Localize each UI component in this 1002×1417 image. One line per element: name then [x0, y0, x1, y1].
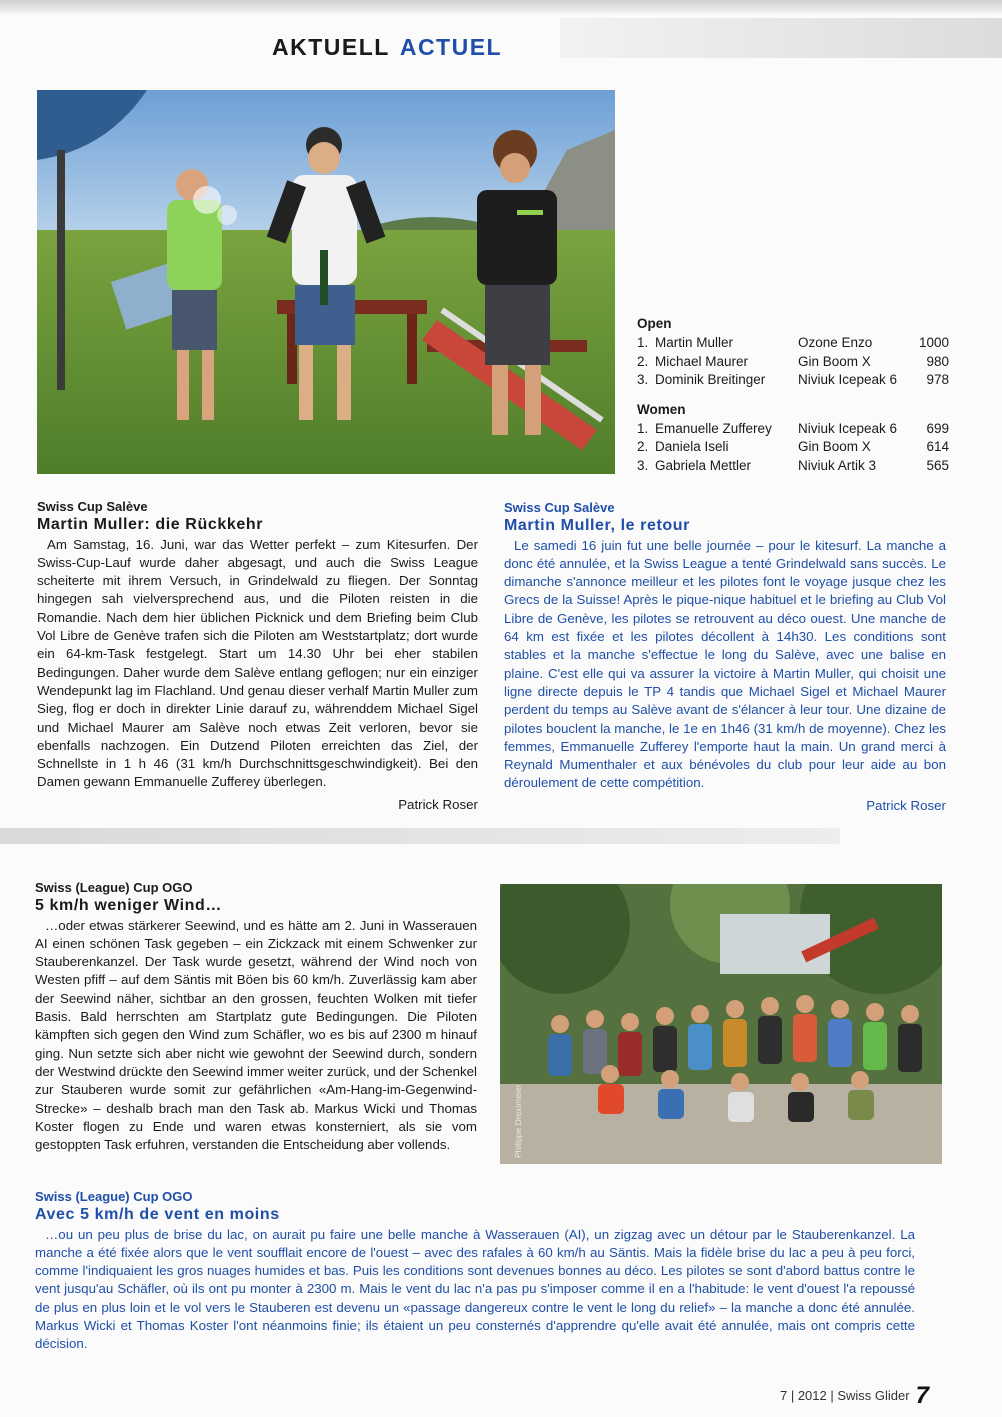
header-stripe — [560, 18, 1002, 58]
celebration-photo — [37, 90, 615, 474]
article-saleve-de — [37, 498, 478, 814]
result-points: 1000 — [918, 335, 949, 350]
article-body: …oder etwas stärkerer Seewind, und es hätte am 2. Juni in Wasserauen AI einen schönen Task gegeben – ein Zickzack mit einem Schwenker zur Stauberenkanzel. Der Task wurde gesetzt, während der Wind noch von Westen pfiff – auf dem Säntis mit Böen bis 60 km/h. Zuverlässig kam aber der Seewind näher, sichtbar an den grossen, feuchten Wolken mit tiefer Basis. Bald herrschten am Startplatz gute Bedingungen. Die Piloten kämpften sich gegen den Wind zum Schäfler, wo es bis auf 2300 m hinauf ging. Nun setzte sich aber nicht wie gewohnt der Seewind durch, sondern der Westwind drückte den Seewind immer weiter zurück, und der Schenkel zur Stauberen wurde somit zur gefährlichen «Am-Hang-im-Gegenwind-Strecke» – deshalb brach man den Task ab. Markus Wicki und Thomas Koster flogen zu Ende und waren etwas konsterniert, als sie vom gestoppten Task erfuhren, verstanden die Entscheidung aber vollends. — [35, 917, 477, 1153]
result-glider: Gin Boom X — [798, 439, 871, 454]
result-points: 565 — [926, 457, 949, 473]
article-kicker: Swiss Cup Salève — [37, 499, 148, 514]
result-name: Gabriela Mettler — [655, 457, 752, 473]
result-name: Dominik Breitinger — [655, 372, 766, 387]
result-glider: Ozone Enzo — [798, 335, 873, 350]
results-women-heading: Women — [637, 401, 686, 417]
result-row — [637, 353, 949, 372]
article-body: Am Samstag, 16. Juni, war das Wetter perfekt – zum Kitesurfen. Der Swiss-Cup-Lauf wurde daher abgesagt, und auch die Swiss League scheiterte mit ihrem Versuch, in Grindelwald zu fliegen. Der Sonntag hingegen sah vielversprechend aus, und die Piloten reisten in die Romandie. Nach dem hier üblichen Picknick und dem Briefing beim Club Vol Libre de Genève trafen sich die Piloten am Weststartplatz; dort wurde ein 64-km-Task festgelegt. Start um 14.30 Uhr bei eher stabilen Bedingungen. Daher wurde dem Salève entlang geflogen; nur ein einziger Wendepunkt lag im Flachland. Und genau dieser verhalf Martin Muller zum Sieg, flog er doch in direkter Linie darauf zu, währenddem Michael Sigel und Michael Maurer am Salève noch etwas Zeit verloren, bevor sie ebenfalls nachzogen. Ein Dutzend Piloten erreichten das Ziel, der Schnellste in 1 h 46 (31 km/h Durchschnittsgeschwindigkeit). Bei den Damen gewann Emmanuelle Zufferey überlegen. — [37, 536, 478, 790]
section-header — [272, 34, 502, 61]
photo-credit — [511, 1050, 525, 1160]
article-kicker: Swiss Cup Salève — [504, 500, 615, 515]
result-glider: Niviuk Icepeak 6 — [798, 372, 898, 387]
result-rank: 1. — [637, 420, 649, 436]
photo-credit-text: Philippe Dreximeier — [513, 1084, 523, 1158]
article-body: Le samedi 16 juin fut une belle journée – pour le kitesurf. La manche a donc été annulée, et la Swiss League a tenté Grindelwald sans succès. Le dimanche s'annonce meilleur et les pilotes font le voyage jusque chez les Grecs de la Suisse! Après le pique-nique habituel et le briefing au Club Vol Libre de Genève, les pilotes se retrouvent au déco ouest. Une manche de 64 km est fixée et les pilotes décollent à 14h30. Les conditions sont stables et la manche s'effectue le long du Salève, avec une balise en plaine. C'est elle qui va assurer la victoire à Martin Muller, qui choisit une ligne directe depuis le TP 4 tandis que Michael Sigel et Michael Maurer perdent du temps au Salève avant de s'élancer à leur tour. Une dizaine de pilotes bouclent la manche, le 1e en 1h46 (31 km/h de moyenne). Chez les femmes, Emmanuelle Zufferey l'emporte haut la main. Un grand merci à Reynald Mumenthaler et aux bénévoles du club pour leur aide au bon déroulement de cette compétition. — [504, 537, 946, 791]
result-points: 699 — [926, 420, 949, 436]
result-row — [637, 457, 949, 476]
result-glider: Gin Boom X — [798, 353, 871, 369]
result-row — [637, 438, 949, 457]
results-open-heading: Open — [637, 316, 672, 331]
article-title: Martin Muller, le retour — [504, 517, 690, 535]
group-photo — [500, 884, 942, 1164]
article-kicker: Swiss (League) Cup OGO — [35, 880, 193, 895]
result-rank: 2. — [637, 353, 649, 369]
result-row — [637, 371, 949, 390]
top-shade — [0, 0, 1002, 14]
result-row — [637, 334, 949, 353]
result-points: 978 — [926, 372, 949, 387]
article-author: Patrick Roser — [866, 797, 946, 813]
article-title: 5 km/h weniger Wind… — [35, 897, 222, 915]
result-glider: Niviuk Artik 3 — [798, 457, 877, 473]
results-table — [637, 316, 949, 475]
issue-info: 7 | 2012 | Swiss Glider — [780, 1388, 910, 1403]
article-ogo-de — [35, 879, 477, 1154]
result-points: 614 — [926, 439, 949, 454]
result-name: Emanuelle Zufferey — [655, 420, 772, 436]
section-title-de: AKTUELL — [272, 34, 390, 60]
page-number: 7 — [915, 1382, 929, 1409]
result-glider: Niviuk Icepeak 6 — [798, 420, 898, 436]
article-body: …ou un peu plus de brise du lac, on aurait pu faire une belle manche à Wasserauen (AI), un zigzag avec un détour par le Stauberenkanzel. La manche a été fixée alors que le vent soufflait encore de l'ouest – avec des rafales à 60 km/h au Säntis. Mais la fidèle brise du lac a peu à peu forci, comme l'indiquaient les gros nuages humides et bas. Puis les conditions sont devenues bonnes au déco. Les pilotes se sont d'abord battus contre le vent jusqu'au Schäfler, où ils ont pu monter à 2300 m. Mais le vent du lac n'a pas pu s'imposer comme il en a l'habitude: le vent d'ouest l'a repoussé de plus en plus loin et le vol vers le Stauberen est devenu un «passage dangereux contre le vent le long du relief» – la manche a donc été annulée. Markus Wicki et Thomas Koster l'ont néanmoins finie; ils étaient un peu consternés d'apprendre qu'elle avait été annulée, mais ont compris cette décision. — [35, 1226, 915, 1352]
article-kicker: Swiss (League) Cup OGO — [35, 1189, 193, 1204]
article-saleve-fr — [504, 499, 946, 815]
page-footer — [780, 1382, 929, 1410]
result-points: 980 — [926, 353, 949, 369]
result-rank: 2. — [637, 439, 649, 454]
result-rank: 3. — [637, 457, 649, 473]
result-row — [637, 420, 949, 439]
section-divider — [0, 828, 840, 844]
article-author: Patrick Roser — [398, 796, 478, 812]
section-title-fr: ACTUEL — [399, 34, 503, 60]
article-title: Avec 5 km/h de vent en moins — [35, 1206, 280, 1224]
result-name: Michael Maurer — [655, 353, 749, 369]
result-rank: 3. — [637, 372, 649, 387]
result-rank: 1. — [637, 335, 649, 350]
article-title: Martin Muller: die Rückkehr — [37, 516, 264, 534]
result-name: Martin Muller — [655, 335, 734, 350]
article-ogo-fr — [35, 1188, 915, 1354]
result-name: Daniela Iseli — [655, 439, 729, 454]
